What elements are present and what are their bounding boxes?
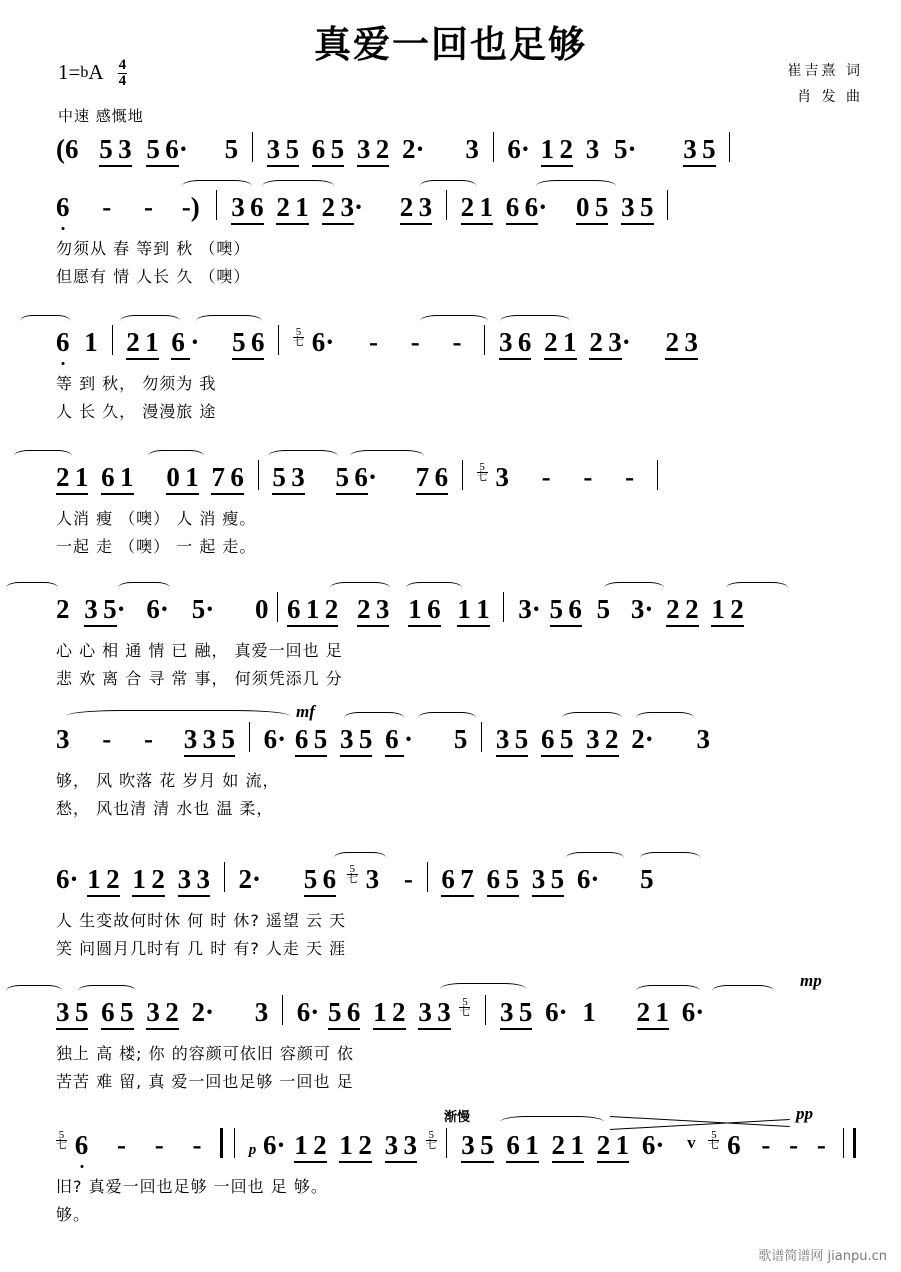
notation-line: 3 - - 3 3 5 6· 6 5 3 5 6 · 5 3 5 6 5 3 2 2· 3 mf bbox=[0, 722, 901, 768]
triplet-marker: 5 七 bbox=[708, 1129, 720, 1151]
lyric-line-1: 等 到 秋， 勿须为 我 bbox=[56, 374, 217, 393]
meter-denominator: 4 bbox=[118, 73, 127, 89]
triplet-marker: 5 七 bbox=[459, 996, 471, 1018]
notation-line: 6 1 2 1 6 · 5 6 5 七 6· - - - 3 6 2 1 2 3· 2 3 bbox=[0, 325, 901, 371]
dynamic-pp: pp bbox=[796, 1104, 813, 1123]
key-signature bbox=[58, 58, 127, 89]
lyricist-credit: 崔吉熹 词 bbox=[787, 63, 863, 79]
notation-line: (6 5 3 5 6· 5 3 5 6 5 3 2 2· 3 6· 1 2 3 5· 3 5 bbox=[0, 132, 901, 178]
triplet-marker: 5 七 bbox=[292, 326, 304, 348]
music-system-5 bbox=[0, 592, 901, 694]
music-system-9 bbox=[0, 1104, 901, 1230]
music-system-3 bbox=[0, 325, 901, 427]
lyric-line-1: 够， 风 吹落 花 岁月 如 流， bbox=[56, 771, 280, 790]
watermark-text: 歌谱简谱网 jianpu.cn bbox=[758, 1249, 887, 1264]
key-letter: A bbox=[88, 60, 103, 84]
key-signature-label: 1= bbox=[58, 60, 81, 84]
notation-line: 2 1 6 1 0 1 7 6 5 3 5 6· 7 6 5 七 3 - - - bbox=[0, 460, 901, 506]
composer-credit: 肖 发 曲 bbox=[797, 89, 863, 105]
dynamic-mp: mp bbox=[800, 971, 822, 990]
lyric-line-1: 勿须从 春 等到 秋 （噢） bbox=[56, 239, 251, 258]
lyric-line-2: 苦苦 难 留, 真 爱一回也足够 一回也 足 bbox=[56, 1072, 354, 1091]
flat-icon: b bbox=[80, 64, 89, 81]
lyric-line-1: 人消 瘦 （噢） 人 消 瘦。 bbox=[56, 509, 257, 528]
tempo-marking: 中速 感慨地 bbox=[58, 107, 144, 125]
music-system-2 bbox=[0, 190, 901, 292]
lyric-line-2: 但愿有 情 人长 久 （噢） bbox=[56, 267, 251, 286]
lyric-line-2: 人 长 久， 漫漫旅 途 bbox=[56, 402, 217, 421]
music-system-1 bbox=[0, 132, 901, 184]
music-system-6 bbox=[0, 702, 901, 824]
notation-line: 5 七 6 - - - p 6· 1 2 1 2 3 3 5 七 3 5 6 1 2 1 2 1 6· v 5 七 6 - - - 渐慢 pp bbox=[0, 1128, 901, 1174]
lyric-line-1: 旧? 真爱一回也足够 一回也 足 够。 bbox=[56, 1177, 328, 1196]
triplet-marker: 5 七 bbox=[56, 1129, 67, 1151]
diminuendo-hairpin bbox=[610, 1116, 790, 1136]
lyric-line-1: 独上 高 楼; 你 的容颜可依旧 容颜可 依 bbox=[56, 1044, 354, 1063]
tempo-change-label: 渐慢 bbox=[444, 1110, 471, 1125]
music-system-7 bbox=[0, 862, 901, 964]
lyric-line-2: 悲 欢 离 合 寻 常 事， 何须凭添几 分 bbox=[56, 669, 343, 688]
lyric-line-2: 笑 问圆月几时有 几 时 有? 人走 天 涯 bbox=[56, 939, 347, 958]
triplet-marker: 5 七 bbox=[346, 863, 358, 885]
credits bbox=[788, 58, 863, 110]
meter-numerator: 4 bbox=[118, 57, 127, 73]
lyric-line-2: 愁， 风也清 清 水也 温 柔， bbox=[56, 799, 274, 818]
music-system-8 bbox=[0, 971, 901, 1097]
notation-line: 6 - - -) 3 6 2 1 2 3· 2 3 2 1 6 6· 0 5 3 5 bbox=[0, 190, 901, 236]
lyric-line-2: 一起 走 （噢） 一 起 走。 bbox=[56, 537, 257, 556]
notation-line: 2 3 5· 6· 5· 0 6 1 2 2 3 1 6 1 1 3· 5 6 5 3· 2 2 1 2 bbox=[0, 592, 901, 638]
lyric-line-2: 够。 bbox=[56, 1205, 91, 1224]
time-signature bbox=[118, 58, 128, 89]
dynamic-mf: mf bbox=[296, 702, 315, 721]
triplet-marker: 5 七 bbox=[476, 461, 488, 483]
triplet-marker: 5 七 bbox=[425, 1129, 437, 1151]
dynamic-p: p bbox=[248, 1142, 257, 1158]
page-title: 真爱一回也足够 bbox=[314, 23, 587, 66]
notation-line: 6· 1 2 1 2 3 3 2· 5 6 5 七 3 - 6 7 6 5 3 5 6· 5 bbox=[0, 862, 901, 908]
lyric-line-1: 心 心 相 通 情 已 融， 真爱一回也 足 bbox=[56, 641, 343, 660]
lyric-line-1: 人 生变故何时休 何 时 休? 遥望 云 天 bbox=[56, 911, 347, 930]
music-system-4 bbox=[0, 460, 901, 562]
watermark bbox=[758, 1245, 887, 1264]
notation-line: 3 5 6 5 3 2 2· 3 6· 5 6 1 2 3 3 5 七 3 5 6· 1 2 1 6· mp bbox=[0, 995, 901, 1041]
